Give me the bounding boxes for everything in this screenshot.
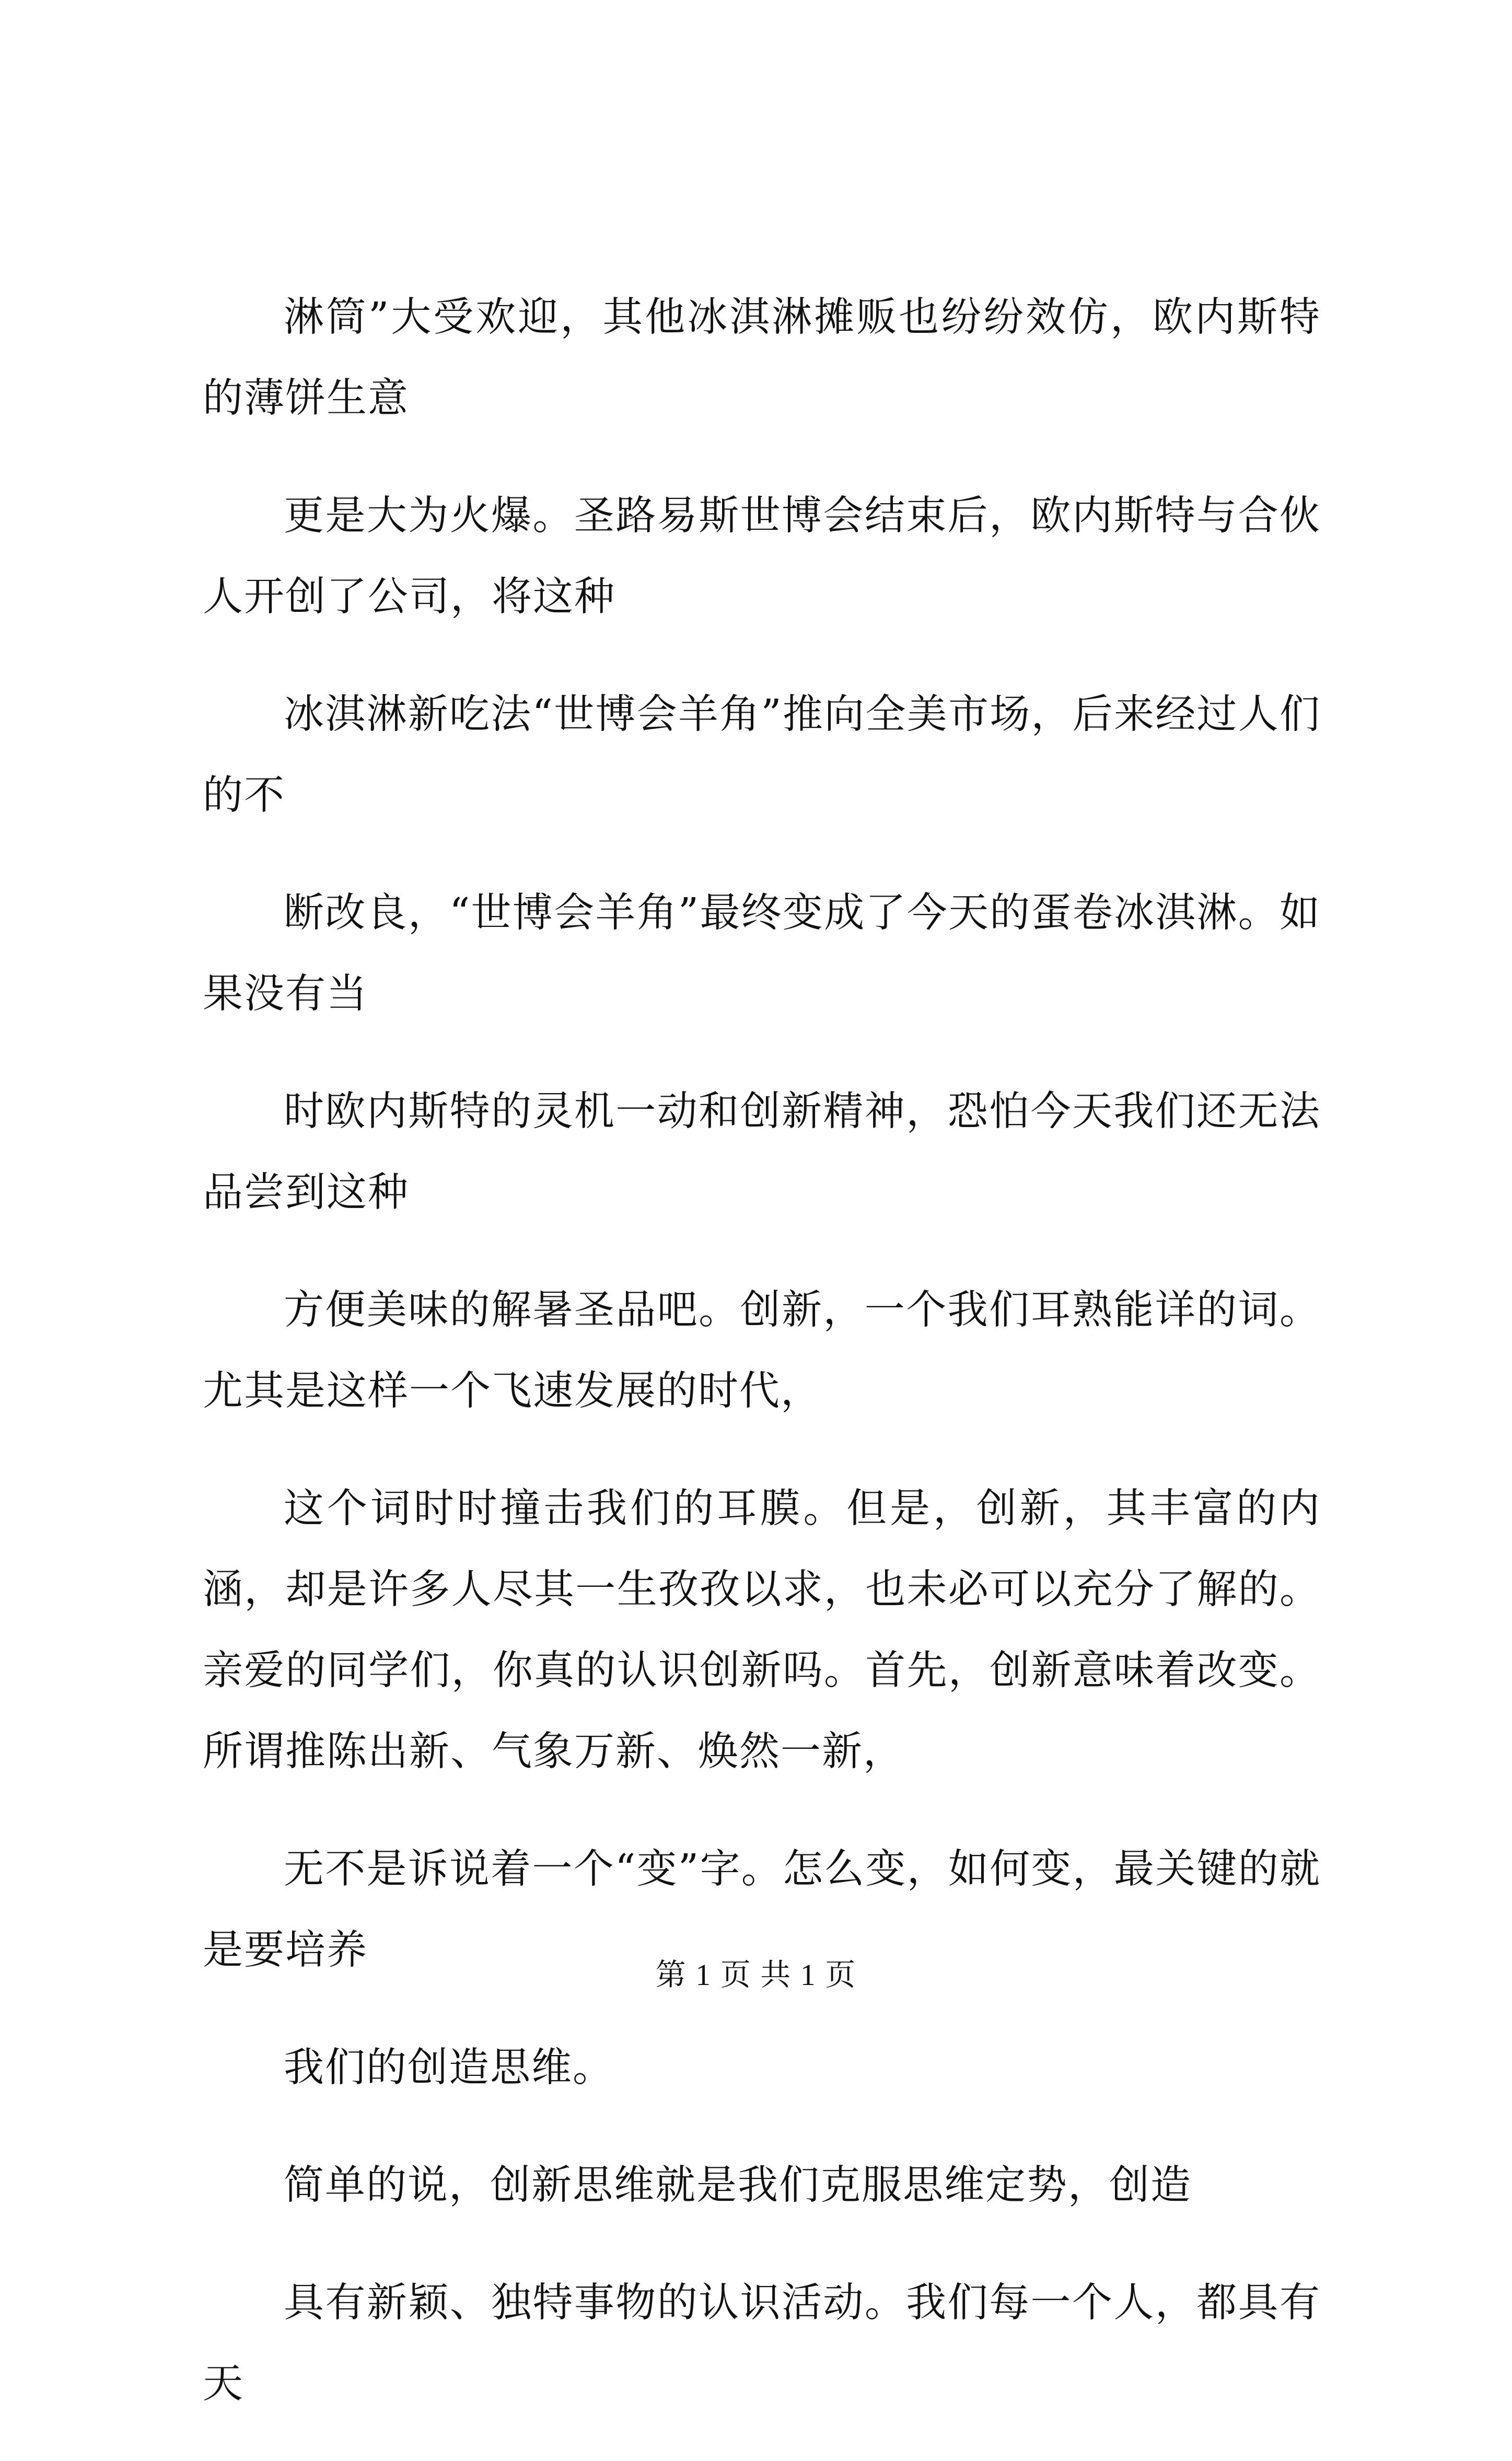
paragraph-3: 冰淇淋新吃法“世博会羊角”推向全美市场，后来经过人们的不 bbox=[203, 691, 1321, 819]
paragraph-8: 无不是诉说着一个“变”字。怎么变，如何变，最关键的就是要培养 bbox=[203, 1846, 1321, 1974]
document-body bbox=[203, 277, 1321, 2461]
paragraph-6: 方便美味的解暑圣品吧。创新，一个我们耳熟能详的词。尤其是这样一个飞速发展的时代， bbox=[203, 1287, 1321, 1414]
page-number-footer: 第 1 页 共 1 页 bbox=[655, 1958, 857, 1992]
paragraph-5: 时欧内斯特的灵机一动和创新精神，恐怕今天我们还无法品尝到这种 bbox=[203, 1088, 1321, 1216]
paragraph-7: 这个词时时撞击我们的耳膜。但是，创新，其丰富的内涵，却是许多人尽其一生孜孜以求，也未必可以充分了解的。亲爱的同学们，你真的认识创新吗。首先，创新意味着改变。所谓推陈出新、气象万新、焕然一新， bbox=[203, 1485, 1321, 1775]
paragraph-2: 更是大为火爆。圣路易斯世博会结束后，欧内斯特与合伙人开创了公司，将这种 bbox=[203, 493, 1321, 620]
paragraph-10: 简单的说，创新思维就是我们克服思维定势，创造 bbox=[284, 2162, 1192, 2209]
paragraph-9: 我们的创造思维。 bbox=[284, 2045, 614, 2091]
paragraph-1: 淋筒”大受欢迎，其他冰淇淋摊贩也纷纷效仿，欧内斯特的薄饼生意 bbox=[203, 294, 1321, 422]
paragraph-4: 断改良，“世博会羊角”最终变成了今天的蛋卷冰淇淋。如果没有当 bbox=[203, 890, 1321, 1017]
paragraph-11: 具有新颖、独特事物的认识活动。我们每一个人，都具有天 bbox=[203, 2280, 1321, 2407]
